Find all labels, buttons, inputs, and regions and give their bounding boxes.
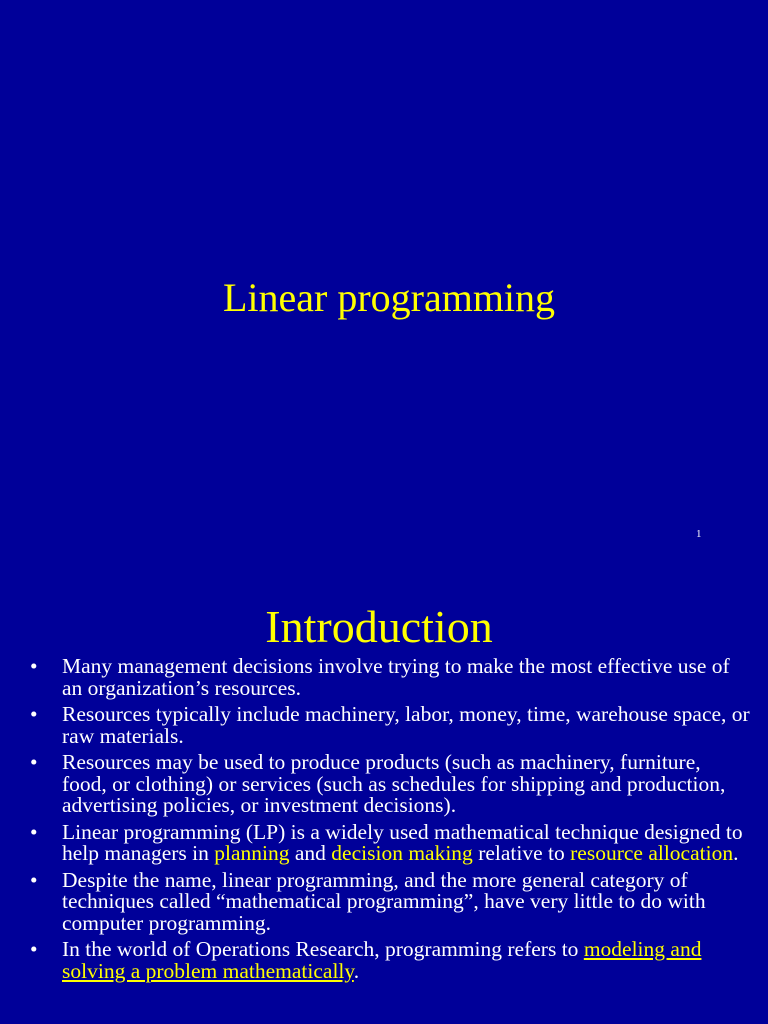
bullet-icon: • xyxy=(30,937,38,961)
bullet-text: In the world of Operations Research, programming refers to xyxy=(62,937,584,961)
bullet-icon: • xyxy=(30,654,38,678)
bullet-text: . xyxy=(733,841,739,865)
bullet-icon: • xyxy=(30,702,38,726)
bullet-text: . xyxy=(353,958,360,983)
highlight-term: planning xyxy=(214,841,290,865)
bullet-list xyxy=(0,656,768,987)
highlight-term: decision making xyxy=(331,841,473,865)
bullet-icon: • xyxy=(30,819,38,844)
slide-title: Linear programming xyxy=(222,275,556,320)
bullet-text: Despite the name, linear programming, and the more general category of techniques called “mathematical programming”, have very little to do with computer programming. xyxy=(62,867,706,935)
bullet-text: and xyxy=(289,841,332,865)
slide-number: 1 xyxy=(696,528,702,540)
bullet-item xyxy=(0,656,768,699)
bullet-text: Many management decisions involve trying to make the most effective use of an organization’s resources. xyxy=(62,654,730,700)
bullet-item xyxy=(0,939,768,982)
bullet-text: Resources may be used to produce products (such as machinery, furniture, food, or clothing) or services (such as schedules for shipping and production, advertising policies, or investment decisions). xyxy=(62,750,726,817)
bullet-text: relative to xyxy=(472,841,571,865)
bullet-item xyxy=(0,819,768,865)
bullet-item xyxy=(0,752,768,817)
bullet-item xyxy=(0,704,768,747)
bullet-icon: • xyxy=(30,750,38,774)
bullet-text: Resources typically include machinery, labor, money, time, warehouse space, or raw materials. xyxy=(62,702,750,748)
slide-title: Introduction xyxy=(265,601,493,652)
bullet-item xyxy=(0,867,768,935)
introduction-slide xyxy=(0,576,768,1024)
bullet-icon: • xyxy=(30,867,38,892)
bullet-text: Linear programming (LP) is a widely used mathematical technique designed to help managers in xyxy=(62,819,743,865)
highlight-term: resource allocation xyxy=(570,841,734,865)
highlight-term: modeling and solving a problem mathematically xyxy=(62,937,702,983)
